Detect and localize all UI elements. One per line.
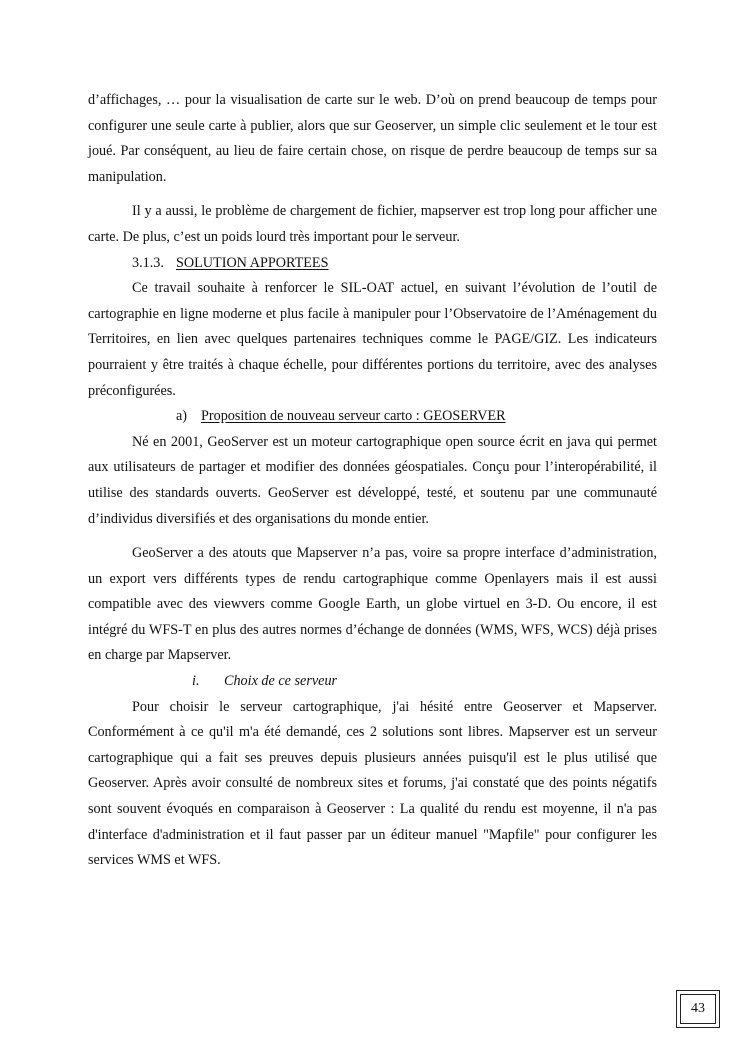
paragraph-loading-problem: Il y a aussi, le problème de chargement de fichier, mapserver est trop long pour afficher une carte. De plus, c’est un poids lourd très important pour le serveur.	[88, 203, 657, 245]
page-number: 43	[680, 994, 716, 1024]
subsubsection-number: i.	[192, 673, 200, 690]
subsubsection-title: Choix de ce serveur	[224, 673, 338, 690]
paragraph-solution: Ce travail souhaite à renforcer le SIL-OAT actuel, en suivant l’évolution de l’outil de cartographie en ligne moderne et plus facile à manipuler pour l’Observatoire de l’Aménagement du Territoires, en lien avec quelques partenaires techniques comme le PAGE/GIZ. Les indicateurs pourraient y être traités à chaque échelle, pour différentes portions du territoire, avec des analyses préconfigurées.	[88, 280, 657, 399]
section-number: 3.1.3.	[132, 254, 164, 271]
paragraph-server-choice: Pour choisir le serveur cartographique, j'ai hésité entre Geoserver et Mapserver. Conformément à ce qu'il m'a été demandé, ces 2 solutions sont libres. Mapserver est un serveur cartographique qui a fait ses preuves depuis plusieurs années puisqu'il est le plus utilisé que Geoserver. Après avoir consulté de nombreux sites et forums, j'ai constaté que des points négatifs sont souvent évoqués en comparaison à Geoserver : La qualité du rendu est moyenne, il n'a pas d'interface d'administration et il faut passer par un éditeur manuel "Mapfile" pour configurer les services WMS et WFS.	[88, 698, 657, 869]
section-title: SOLUTION APPORTEES	[176, 254, 329, 271]
subsection-number: a)	[176, 408, 188, 425]
subsection-heading-a	[88, 404, 657, 430]
subsection-title: Proposition de nouveau serveur carto : GEOSERVER	[201, 408, 506, 425]
paragraph-geoserver-advantages: GeoServer a des atouts que Mapserver n’a pas, voire sa propre interface d’administration, un export vers différents types de rendu cartographique comme Openlayers mais il est aussi compatible avec des viewvers comme Google Earth, un globe virtuel en 3-D. Ou encore, il est intégré du WFS-T en plus des autres normes d’échange de données (WMS, WFS, WCS) déjà prises en charge par Mapserver.	[88, 545, 657, 664]
page-body	[88, 88, 657, 874]
section-heading-3-1-3	[88, 251, 657, 277]
paragraph-geoserver-intro: Né en 2001, GeoServer est un moteur cartographique open source écrit en java qui permet aux utilisateurs de partager et modifier des données géospatiales. Conçu pour l’interopérabilité, il utilise des standards ouverts. GeoServer est développé, testé, et soutenu par une communauté d’individus diversifiés et des organisations du monde entier.	[88, 433, 657, 527]
page-number-box	[676, 990, 720, 1028]
subsubsection-heading-i	[88, 669, 657, 695]
paragraph-intro: d’affichages, … pour la visualisation de carte sur le web. D’où on prend beaucoup de temps pour configurer une seule carte à publier, alors que sur Geoserver, un simple clic seulement et le tour est joué. Par conséquent, au lieu de faire certain chose, on risque de perdre beaucoup de temps sur sa manipulation.	[88, 92, 657, 185]
